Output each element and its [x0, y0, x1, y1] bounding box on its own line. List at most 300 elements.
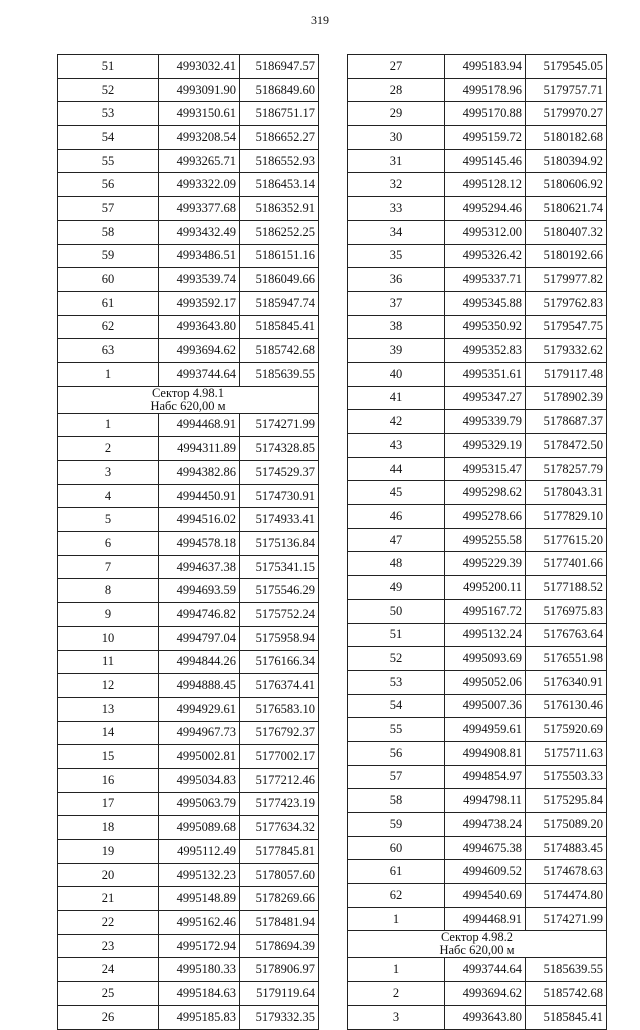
- point-number-cell: 40: [348, 362, 445, 386]
- x-coordinate-cell: 4994746.82: [159, 603, 240, 627]
- table-row: [58, 244, 319, 268]
- table-row: [58, 461, 319, 485]
- x-coordinate-cell: 4995132.23: [159, 863, 240, 887]
- point-number-cell: 12: [58, 674, 159, 698]
- table-row: [58, 911, 319, 935]
- y-coordinate-cell: 5175136.84: [240, 532, 319, 556]
- point-number-cell: 1: [58, 413, 159, 437]
- y-coordinate-cell: 5180407.32: [526, 220, 607, 244]
- y-coordinate-cell: 5186151.16: [240, 244, 319, 268]
- y-coordinate-cell: 5178902.39: [526, 386, 607, 410]
- table-row: [58, 532, 319, 556]
- y-coordinate-cell: 5175503.33: [526, 765, 607, 789]
- y-coordinate-cell: 5174271.99: [526, 907, 607, 931]
- sector-title: Сектор 4.98.1: [151, 385, 225, 400]
- y-coordinate-cell: 5178472.50: [526, 434, 607, 458]
- sector-height: Набс 620,00 м: [150, 398, 226, 413]
- point-number-cell: 17: [58, 792, 159, 816]
- point-number-cell: 38: [348, 315, 445, 339]
- point-number-cell: 60: [58, 268, 159, 292]
- x-coordinate-cell: 4994468.91: [445, 907, 526, 931]
- x-coordinate-cell: 4995128.12: [445, 173, 526, 197]
- x-coordinate-cell: 4994693.59: [159, 579, 240, 603]
- y-coordinate-cell: 5178269.66: [240, 887, 319, 911]
- x-coordinate-cell: 4995170.88: [445, 102, 526, 126]
- y-coordinate-cell: 5177212.46: [240, 768, 319, 792]
- y-coordinate-cell: 5178906.97: [240, 958, 319, 982]
- x-coordinate-cell: 4995112.49: [159, 840, 240, 864]
- point-number-cell: 33: [348, 197, 445, 221]
- x-coordinate-cell: 4995063.79: [159, 792, 240, 816]
- x-coordinate-cell: 4993208.54: [159, 126, 240, 150]
- y-coordinate-cell: 5185845.41: [526, 1005, 607, 1029]
- y-coordinate-cell: 5186652.27: [240, 126, 319, 150]
- x-coordinate-cell: 4995007.36: [445, 694, 526, 718]
- y-coordinate-cell: 5177188.52: [526, 576, 607, 600]
- y-coordinate-cell: 5185845.41: [240, 315, 319, 339]
- y-coordinate-cell: 5177615.20: [526, 528, 607, 552]
- point-number-cell: 30: [348, 126, 445, 150]
- y-coordinate-cell: 5180394.92: [526, 149, 607, 173]
- table-row: [348, 481, 607, 505]
- point-number-cell: 57: [58, 197, 159, 221]
- x-coordinate-cell: 4993377.68: [159, 197, 240, 221]
- sector-header-row: [58, 386, 319, 413]
- y-coordinate-cell: 5175711.63: [526, 741, 607, 765]
- point-number-cell: 28: [348, 78, 445, 102]
- x-coordinate-cell: 4995352.83: [445, 339, 526, 363]
- table-row: [348, 291, 607, 315]
- y-coordinate-cell: 5185639.55: [526, 958, 607, 982]
- point-number-cell: 7: [58, 555, 159, 579]
- point-number-cell: 18: [58, 816, 159, 840]
- point-number-cell: 9: [58, 603, 159, 627]
- x-coordinate-cell: 4993694.62: [445, 982, 526, 1006]
- x-coordinate-cell: 4994929.61: [159, 697, 240, 721]
- x-coordinate-cell: 4995298.62: [445, 481, 526, 505]
- x-coordinate-cell: 4993150.61: [159, 102, 240, 126]
- x-coordinate-cell: 4994311.89: [159, 437, 240, 461]
- table-row: [348, 339, 607, 363]
- point-number-cell: 53: [58, 102, 159, 126]
- x-coordinate-cell: 4995337.71: [445, 268, 526, 292]
- point-number-cell: 61: [58, 291, 159, 315]
- y-coordinate-cell: 5178687.37: [526, 410, 607, 434]
- x-coordinate-cell: 4995315.47: [445, 457, 526, 481]
- x-coordinate-cell: 4995347.27: [445, 386, 526, 410]
- x-coordinate-cell: 4995255.58: [445, 528, 526, 552]
- x-coordinate-cell: 4993265.71: [159, 149, 240, 173]
- y-coordinate-cell: 5180621.74: [526, 197, 607, 221]
- x-coordinate-cell: 4993432.49: [159, 220, 240, 244]
- table-row: [348, 836, 607, 860]
- point-number-cell: 2: [58, 437, 159, 461]
- table-row: [58, 1005, 319, 1029]
- y-coordinate-cell: 5178043.31: [526, 481, 607, 505]
- y-coordinate-cell: 5186947.57: [240, 55, 319, 79]
- y-coordinate-cell: 5174529.37: [240, 461, 319, 485]
- point-number-cell: 2: [348, 982, 445, 1006]
- x-coordinate-cell: 4994798.11: [445, 789, 526, 813]
- y-coordinate-cell: 5176340.91: [526, 670, 607, 694]
- point-number-cell: 43: [348, 434, 445, 458]
- point-number-cell: 49: [348, 576, 445, 600]
- table-row: [58, 484, 319, 508]
- table-row: [348, 457, 607, 481]
- y-coordinate-cell: 5175546.29: [240, 579, 319, 603]
- x-coordinate-cell: 4995200.11: [445, 576, 526, 600]
- x-coordinate-cell: 4995229.39: [445, 552, 526, 576]
- x-coordinate-cell: 4995339.79: [445, 410, 526, 434]
- table-row: [348, 623, 607, 647]
- point-number-cell: 62: [348, 884, 445, 908]
- table-row: [348, 647, 607, 671]
- table-row: [348, 884, 607, 908]
- coordinates-table-right: [347, 54, 607, 1030]
- table-row: [348, 813, 607, 837]
- point-number-cell: 27: [348, 55, 445, 79]
- y-coordinate-cell: 5186252.25: [240, 220, 319, 244]
- y-coordinate-cell: 5175295.84: [526, 789, 607, 813]
- y-coordinate-cell: 5177634.32: [240, 816, 319, 840]
- table-row: [58, 78, 319, 102]
- x-coordinate-cell: 4995180.33: [159, 958, 240, 982]
- table-row: [58, 579, 319, 603]
- x-coordinate-cell: 4995052.06: [445, 670, 526, 694]
- point-number-cell: 16: [58, 768, 159, 792]
- x-coordinate-cell: 4994637.38: [159, 555, 240, 579]
- table-row: [348, 958, 607, 982]
- table-row: [58, 792, 319, 816]
- x-coordinate-cell: 4994675.38: [445, 836, 526, 860]
- table-row: [58, 315, 319, 339]
- y-coordinate-cell: 5174474.80: [526, 884, 607, 908]
- x-coordinate-cell: 4995132.24: [445, 623, 526, 647]
- point-number-cell: 55: [348, 718, 445, 742]
- x-coordinate-cell: 4994967.73: [159, 721, 240, 745]
- x-coordinate-cell: 4993744.64: [445, 958, 526, 982]
- x-coordinate-cell: 4995345.88: [445, 291, 526, 315]
- x-coordinate-cell: 4994516.02: [159, 508, 240, 532]
- table-row: [58, 816, 319, 840]
- point-number-cell: 31: [348, 149, 445, 173]
- sector-header-row: [348, 931, 607, 958]
- point-number-cell: 11: [58, 650, 159, 674]
- table-row: [58, 149, 319, 173]
- y-coordinate-cell: 5180606.92: [526, 173, 607, 197]
- point-number-cell: 25: [58, 982, 159, 1006]
- y-coordinate-cell: 5177829.10: [526, 505, 607, 529]
- table-row: [58, 55, 319, 79]
- y-coordinate-cell: 5174730.91: [240, 484, 319, 508]
- x-coordinate-cell: 4994578.18: [159, 532, 240, 556]
- x-coordinate-cell: 4994738.24: [445, 813, 526, 837]
- x-coordinate-cell: 4993486.51: [159, 244, 240, 268]
- y-coordinate-cell: 5178257.79: [526, 457, 607, 481]
- point-number-cell: 3: [348, 1005, 445, 1029]
- y-coordinate-cell: 5178481.94: [240, 911, 319, 935]
- table-row: [348, 1005, 607, 1029]
- x-coordinate-cell: 4994908.81: [445, 741, 526, 765]
- table-row: [348, 315, 607, 339]
- point-number-cell: 59: [58, 244, 159, 268]
- x-coordinate-cell: 4995312.00: [445, 220, 526, 244]
- x-coordinate-cell: 4995351.61: [445, 362, 526, 386]
- y-coordinate-cell: 5186552.93: [240, 149, 319, 173]
- table-row: [348, 410, 607, 434]
- table-row: [58, 840, 319, 864]
- table-row: [348, 670, 607, 694]
- point-number-cell: 29: [348, 102, 445, 126]
- point-number-cell: 23: [58, 934, 159, 958]
- table-row: [58, 887, 319, 911]
- y-coordinate-cell: 5179762.83: [526, 291, 607, 315]
- x-coordinate-cell: 4995089.68: [159, 816, 240, 840]
- x-coordinate-cell: 4993694.62: [159, 339, 240, 363]
- y-coordinate-cell: 5179332.35: [240, 1005, 319, 1029]
- table-row: [58, 721, 319, 745]
- point-number-cell: 61: [348, 860, 445, 884]
- table-row: [348, 78, 607, 102]
- point-number-cell: 21: [58, 887, 159, 911]
- table-row: [58, 413, 319, 437]
- x-coordinate-cell: 4995167.72: [445, 599, 526, 623]
- x-coordinate-cell: 4995172.94: [159, 934, 240, 958]
- table-row: [58, 674, 319, 698]
- point-number-cell: 56: [348, 741, 445, 765]
- x-coordinate-cell: 4995183.94: [445, 55, 526, 79]
- y-coordinate-cell: 5176551.98: [526, 647, 607, 671]
- table-body: [58, 55, 319, 1030]
- point-number-cell: 52: [58, 78, 159, 102]
- x-coordinate-cell: 4994468.91: [159, 413, 240, 437]
- y-coordinate-cell: 5175089.20: [526, 813, 607, 837]
- point-number-cell: 24: [58, 958, 159, 982]
- y-coordinate-cell: 5179547.75: [526, 315, 607, 339]
- y-coordinate-cell: 5177401.66: [526, 552, 607, 576]
- point-number-cell: 45: [348, 481, 445, 505]
- point-number-cell: 20: [58, 863, 159, 887]
- point-number-cell: 58: [58, 220, 159, 244]
- y-coordinate-cell: 5186352.91: [240, 197, 319, 221]
- table-row: [348, 741, 607, 765]
- x-coordinate-cell: 4995329.19: [445, 434, 526, 458]
- y-coordinate-cell: 5179545.05: [526, 55, 607, 79]
- y-coordinate-cell: 5179117.48: [526, 362, 607, 386]
- table-row: [58, 745, 319, 769]
- point-number-cell: 41: [348, 386, 445, 410]
- x-coordinate-cell: 4995278.66: [445, 505, 526, 529]
- point-number-cell: 62: [58, 315, 159, 339]
- y-coordinate-cell: 5185947.74: [240, 291, 319, 315]
- table-row: [58, 102, 319, 126]
- point-number-cell: 47: [348, 528, 445, 552]
- table-row: [58, 291, 319, 315]
- y-coordinate-cell: 5176763.64: [526, 623, 607, 647]
- table-row: [58, 626, 319, 650]
- sector-header: [58, 386, 319, 413]
- y-coordinate-cell: 5176975.83: [526, 599, 607, 623]
- x-coordinate-cell: 4993539.74: [159, 268, 240, 292]
- y-coordinate-cell: 5177845.81: [240, 840, 319, 864]
- y-coordinate-cell: 5180182.68: [526, 126, 607, 150]
- y-coordinate-cell: 5179757.71: [526, 78, 607, 102]
- table-row: [348, 552, 607, 576]
- y-coordinate-cell: 5179977.82: [526, 268, 607, 292]
- point-number-cell: 36: [348, 268, 445, 292]
- table-row: [348, 860, 607, 884]
- y-coordinate-cell: 5174678.63: [526, 860, 607, 884]
- table-row: [58, 220, 319, 244]
- sector-height: Набс 620,00 м: [439, 943, 515, 958]
- y-coordinate-cell: 5186849.60: [240, 78, 319, 102]
- point-number-cell: 58: [348, 789, 445, 813]
- table-row: [58, 934, 319, 958]
- table-row: [348, 244, 607, 268]
- table-row: [348, 220, 607, 244]
- point-number-cell: 1: [348, 958, 445, 982]
- x-coordinate-cell: 4995034.83: [159, 768, 240, 792]
- table-row: [348, 907, 607, 931]
- sector-title: Сектор 4.98.2: [440, 930, 514, 945]
- x-coordinate-cell: 4993643.80: [445, 1005, 526, 1029]
- point-number-cell: 51: [58, 55, 159, 79]
- table-row: [348, 599, 607, 623]
- table-row: [348, 718, 607, 742]
- table-row: [348, 197, 607, 221]
- y-coordinate-cell: 5180192.66: [526, 244, 607, 268]
- table-row: [348, 528, 607, 552]
- point-number-cell: 4: [58, 484, 159, 508]
- y-coordinate-cell: 5179970.27: [526, 102, 607, 126]
- point-number-cell: 15: [58, 745, 159, 769]
- point-number-cell: 39: [348, 339, 445, 363]
- x-coordinate-cell: 4994797.04: [159, 626, 240, 650]
- x-coordinate-cell: 4994609.52: [445, 860, 526, 884]
- point-number-cell: 8: [58, 579, 159, 603]
- point-number-cell: 13: [58, 697, 159, 721]
- y-coordinate-cell: 5177423.19: [240, 792, 319, 816]
- table-row: [348, 149, 607, 173]
- table-row: [58, 197, 319, 221]
- sector-header: [348, 931, 607, 958]
- x-coordinate-cell: 4995184.63: [159, 982, 240, 1006]
- table-row: [58, 555, 319, 579]
- y-coordinate-cell: 5179332.62: [526, 339, 607, 363]
- table-row: [58, 958, 319, 982]
- y-coordinate-cell: 5186453.14: [240, 173, 319, 197]
- point-number-cell: 59: [348, 813, 445, 837]
- table-row: [58, 982, 319, 1006]
- x-coordinate-cell: 4993744.64: [159, 362, 240, 386]
- point-number-cell: 46: [348, 505, 445, 529]
- coordinates-table-left: [57, 54, 319, 1030]
- y-coordinate-cell: 5175958.94: [240, 626, 319, 650]
- table-row: [348, 362, 607, 386]
- table-row: [58, 268, 319, 292]
- point-number-cell: 57: [348, 765, 445, 789]
- y-coordinate-cell: 5174933.41: [240, 508, 319, 532]
- point-number-cell: 44: [348, 457, 445, 481]
- x-coordinate-cell: 4994540.69: [445, 884, 526, 908]
- point-number-cell: 5: [58, 508, 159, 532]
- point-number-cell: 34: [348, 220, 445, 244]
- table-row: [58, 339, 319, 363]
- point-number-cell: 32: [348, 173, 445, 197]
- point-number-cell: 60: [348, 836, 445, 860]
- y-coordinate-cell: 5174271.99: [240, 413, 319, 437]
- y-coordinate-cell: 5175752.24: [240, 603, 319, 627]
- x-coordinate-cell: 4995350.92: [445, 315, 526, 339]
- table-row: [348, 982, 607, 1006]
- point-number-cell: 51: [348, 623, 445, 647]
- x-coordinate-cell: 4994959.61: [445, 718, 526, 742]
- table-row: [348, 434, 607, 458]
- x-coordinate-cell: 4993643.80: [159, 315, 240, 339]
- table-row: [348, 386, 607, 410]
- table-row: [348, 268, 607, 292]
- y-coordinate-cell: 5176130.46: [526, 694, 607, 718]
- y-coordinate-cell: 5185742.68: [526, 982, 607, 1006]
- x-coordinate-cell: 4993091.90: [159, 78, 240, 102]
- point-number-cell: 55: [58, 149, 159, 173]
- x-coordinate-cell: 4994888.45: [159, 674, 240, 698]
- point-number-cell: 1: [58, 362, 159, 386]
- table-row: [58, 126, 319, 150]
- x-coordinate-cell: 4994450.91: [159, 484, 240, 508]
- table-row: [58, 863, 319, 887]
- point-number-cell: 42: [348, 410, 445, 434]
- point-number-cell: 54: [348, 694, 445, 718]
- table-row: [348, 126, 607, 150]
- point-number-cell: 50: [348, 599, 445, 623]
- y-coordinate-cell: 5185742.68: [240, 339, 319, 363]
- x-coordinate-cell: 4995148.89: [159, 887, 240, 911]
- x-coordinate-cell: 4995326.42: [445, 244, 526, 268]
- x-coordinate-cell: 4995159.72: [445, 126, 526, 150]
- point-number-cell: 52: [348, 647, 445, 671]
- y-coordinate-cell: 5185639.55: [240, 362, 319, 386]
- y-coordinate-cell: 5174328.85: [240, 437, 319, 461]
- point-number-cell: 26: [58, 1005, 159, 1029]
- y-coordinate-cell: 5176792.37: [240, 721, 319, 745]
- point-number-cell: 1: [348, 907, 445, 931]
- x-coordinate-cell: 4995002.81: [159, 745, 240, 769]
- table-row: [58, 173, 319, 197]
- point-number-cell: 63: [58, 339, 159, 363]
- x-coordinate-cell: 4995185.83: [159, 1005, 240, 1029]
- page-number: 319: [311, 13, 329, 27]
- table-row: [58, 508, 319, 532]
- x-coordinate-cell: 4994382.86: [159, 461, 240, 485]
- table-row: [348, 173, 607, 197]
- y-coordinate-cell: 5186049.66: [240, 268, 319, 292]
- point-number-cell: 35: [348, 244, 445, 268]
- table-row: [58, 768, 319, 792]
- y-coordinate-cell: 5176374.41: [240, 674, 319, 698]
- y-coordinate-cell: 5186751.17: [240, 102, 319, 126]
- point-number-cell: 10: [58, 626, 159, 650]
- x-coordinate-cell: 4995093.69: [445, 647, 526, 671]
- point-number-cell: 3: [58, 461, 159, 485]
- point-number-cell: 22: [58, 911, 159, 935]
- point-number-cell: 37: [348, 291, 445, 315]
- y-coordinate-cell: 5177002.17: [240, 745, 319, 769]
- point-number-cell: 53: [348, 670, 445, 694]
- y-coordinate-cell: 5175341.15: [240, 555, 319, 579]
- x-coordinate-cell: 4993592.17: [159, 291, 240, 315]
- table-row: [58, 437, 319, 461]
